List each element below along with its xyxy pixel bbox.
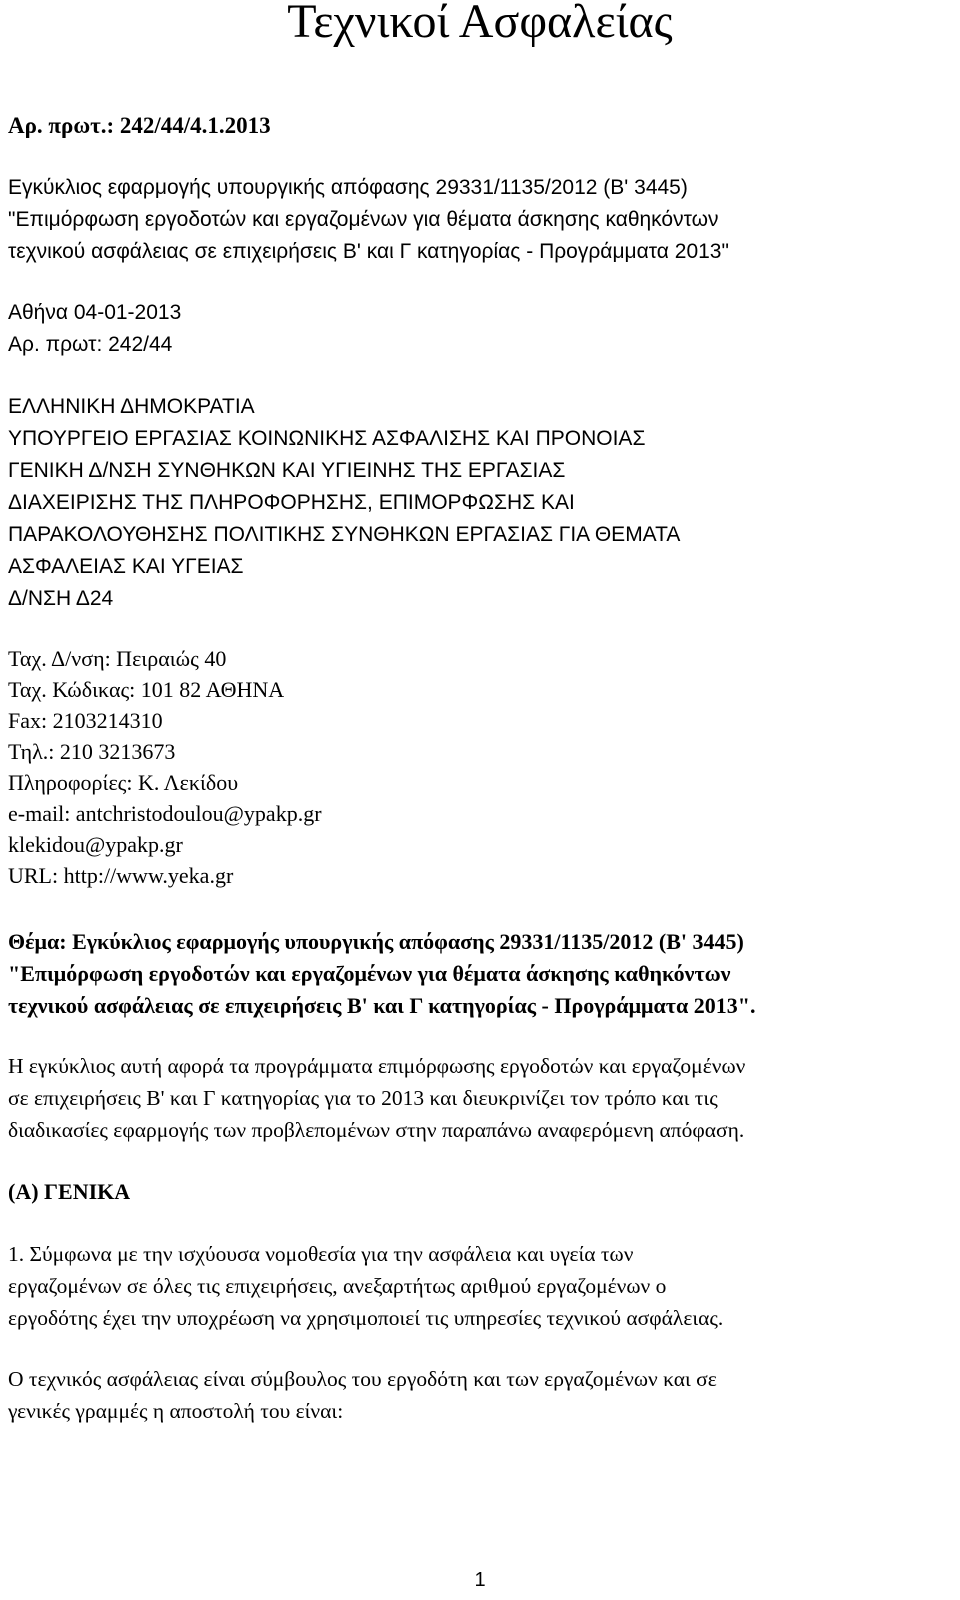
intro-line: Εγκύκλιος εφαρμογής υπουργικής απόφασης 29331/1135/2012 (Β' 3445) (8, 176, 688, 199)
contact-details (8, 643, 322, 891)
subject-block (8, 926, 755, 1022)
advisor-line: Ο τεχνικός ασφάλειας είναι σύμβουλος του εργοδότη και των εργαζομένων και σε (8, 1367, 717, 1391)
point-1-line: εργοδότης έχει την υποχρέωση να χρησιμοποιεί τις υπηρεσίες τεχνικού ασφάλειας. (8, 1306, 724, 1330)
intro-line: τεχνικού ασφάλειας σε επιχειρήσεις Β' και Γ κατηγορίας - Προγράμματα 2013" (8, 240, 729, 263)
protocol-line: Αρ. πρωτ: 242/44 (8, 333, 173, 356)
advisor-line: γενικές γραμμές η αποστολή του είναι: (8, 1399, 344, 1423)
contact-address: Ταχ. Δ/νση: Πειραιώς 40 (8, 646, 227, 671)
date-and-protocol (8, 297, 181, 361)
summary-line: Η εγκύκλιος αυτή αφορά τα προγράμματα επιμόρφωσης εργοδοτών και εργαζομένων (8, 1054, 746, 1078)
authority-line: ΓΕΝΙΚΗ Δ/ΝΣΗ ΣΥΝΘΗΚΩΝ ΚΑΙ ΥΓΙΕΙΝΗΣ ΤΗΣ ΕΡΓΑΣΙΑΣ (8, 459, 566, 482)
authority-line: ΔΙΑΧΕΙΡΙΣΗΣ ΤΗΣ ΠΛΗΡΟΦΟΡΗΣΗΣ, ΕΠΙΜΟΡΦΩΣΗΣ ΚΑΙ (8, 491, 575, 514)
subject-line: τεχνικού ασφάλειας σε επιχειρήσεις Β' και Γ κατηγορίας - Προγράμματα 2013". (8, 993, 756, 1018)
protocol-reference-label: Αρ. πρωτ.: (8, 113, 120, 138)
contact-phone: Τηλ.: 210 3213673 (8, 739, 176, 764)
authority-line: Δ/ΝΣΗ Δ24 (8, 587, 114, 610)
contact-email: e-mail: antchristodoulou@ypakp.gr (8, 801, 322, 826)
summary-line: διαδικασίες εφαρμογής των προβλεπομένων στην παραπάνω αναφερόμενη απόφαση. (8, 1118, 745, 1142)
document-title: Τεχνικοί Ασφαλείας (287, 0, 673, 48)
protocol-reference-number: 242/44/4.1.2013 (119, 113, 271, 138)
authority-line: ΑΣΦΑΛΕΙΑΣ ΚΑΙ ΥΓΕΙΑΣ (8, 555, 244, 578)
intro-paragraph (8, 172, 729, 268)
point-1-line: 1. Σύμφωνα με την ισχύουσα νομοθεσία για την ασφάλεια και υγεία των (8, 1242, 634, 1266)
contact-url: URL: http://www.yeka.gr (8, 863, 234, 888)
page-number: 1 (474, 1569, 486, 1591)
summary-paragraph (8, 1050, 745, 1146)
contact-postal-code: Ταχ. Κώδικας: 101 82 ΑΘΗΝΑ (8, 677, 285, 702)
protocol-reference (8, 112, 271, 140)
summary-line: σε επιχειρήσεις Β' και Γ κατηγορίας για το 2013 και διευκρινίζει τον τρόπο και τις (8, 1086, 718, 1110)
issuing-authority (8, 391, 680, 615)
authority-line: ΕΛΛΗΝΙΚΗ ΔΗΜΟΚΡΑΤΙΑ (8, 395, 255, 418)
date-line: Αθήνα 04-01-2013 (8, 301, 182, 324)
point-1-paragraph (8, 1238, 723, 1334)
subject-line: "Επιμόρφωση εργοδοτών και εργαζομένων για θέματα άσκησης καθηκόντων (8, 961, 731, 986)
subject-line: Θέμα: Εγκύκλιος εφαρμογής υπουργικής απόφασης 29331/1135/2012 (Β' 3445) (8, 929, 744, 954)
authority-line: ΥΠΟΥΡΓΕΙΟ ΕΡΓΑΣΙΑΣ ΚΟΙΝΩΝΙΚΗΣ ΑΣΦΑΛΙΣΗΣ ΚΑΙ ΠΡΟΝΟΙΑΣ (8, 427, 646, 450)
intro-line: "Επιμόρφωση εργοδοτών και εργαζομένων για θέματα άσκησης καθηκόντων (8, 208, 719, 231)
contact-person: Πληροφορίες: Κ. Λεκίδου (8, 770, 239, 795)
advisor-paragraph (8, 1363, 717, 1427)
contact-email-secondary: klekidou@ypakp.gr (8, 832, 183, 857)
contact-fax: Fax: 2103214310 (8, 708, 163, 733)
authority-line: ΠΑΡΑΚΟΛΟΥΘΗΣΗΣ ΠΟΛΙΤΙΚΗΣ ΣΥΝΘΗΚΩΝ ΕΡΓΑΣΙΑΣ ΓΙΑ ΘΕΜΑΤΑ (8, 523, 681, 546)
section-heading: (Α) ΓΕΝΙΚΑ (8, 1179, 131, 1204)
point-1-line: εργαζομένων σε όλες τις επιχειρήσεις, ανεξαρτήτως αριθμού εργαζομένων ο (8, 1274, 667, 1298)
